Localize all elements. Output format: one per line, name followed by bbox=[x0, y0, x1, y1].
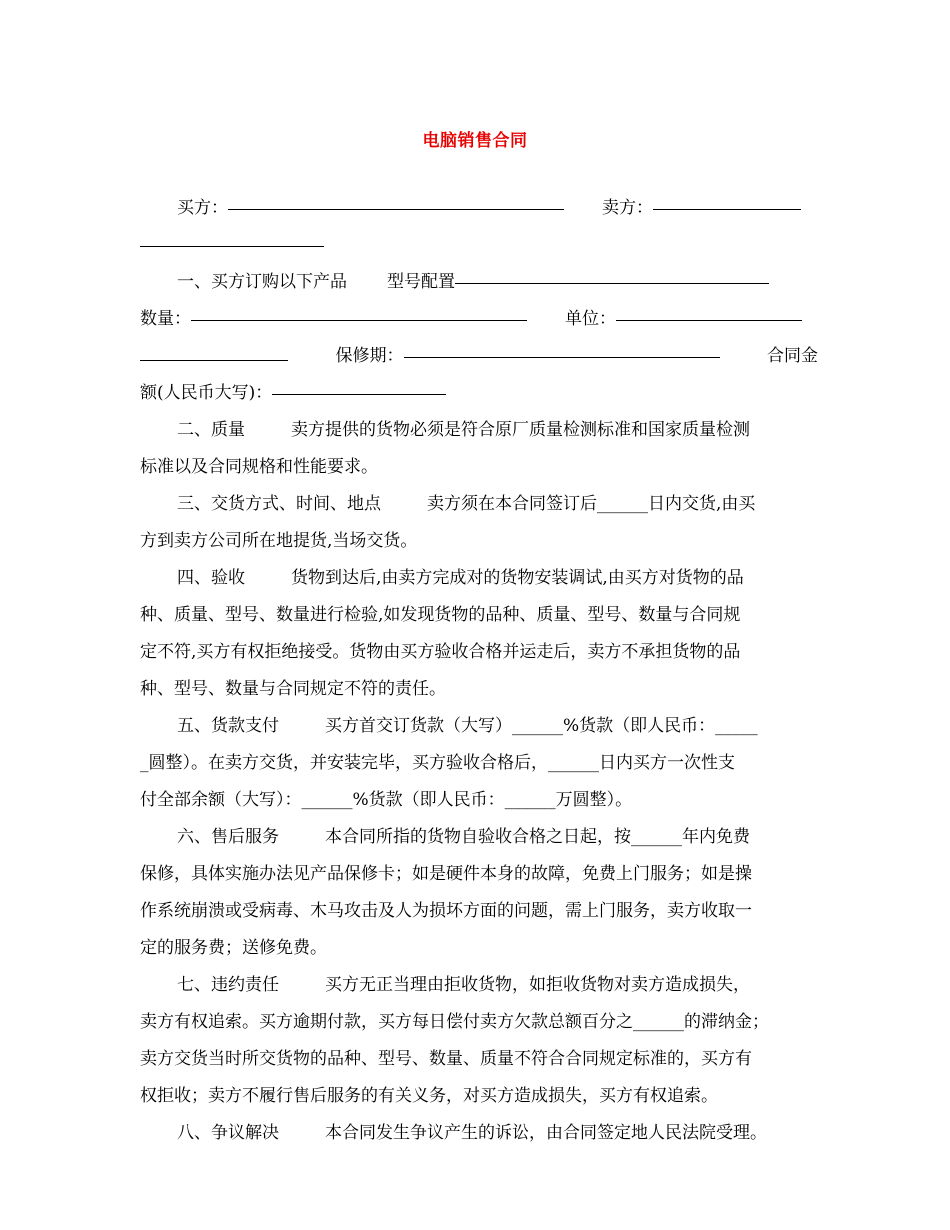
section2-text-2: 标准以及合同规格和性能要求。 bbox=[140, 457, 378, 477]
section7-text-4: 权拒收；卖方不履行售后服务的有关义务，对买方造成损失，买方有权追索。 bbox=[140, 1086, 718, 1106]
section1-line4 bbox=[140, 375, 818, 412]
section6-line1 bbox=[140, 819, 818, 856]
section4-text-3: 定不符,买方有权拒绝接受。货物由买方验收合格并运走后，卖方不承担货物的品 bbox=[140, 642, 741, 662]
deposit-percent-blank: ______ bbox=[512, 716, 563, 736]
section5-line3 bbox=[140, 782, 818, 819]
section5-text-1b: %货款（即人民币： bbox=[563, 716, 716, 736]
section5-heading: 五、货款支付 bbox=[177, 716, 279, 736]
section2-line1 bbox=[140, 412, 818, 449]
section5-text-3b: %货款（即人民币： bbox=[352, 790, 505, 810]
unit-label: 单位： bbox=[565, 309, 616, 329]
section1-line1 bbox=[140, 264, 818, 301]
unit-blank bbox=[616, 320, 802, 321]
section1-heading: 一、买方订购以下产品 bbox=[177, 272, 347, 292]
section2-text-1: 卖方提供的货物必须是符合原厂质量检测标准和国家质量检测 bbox=[291, 420, 750, 440]
section5-text-3a: 付全部余额（大写）： bbox=[140, 790, 302, 810]
section6-heading: 六、售后服务 bbox=[177, 827, 279, 847]
parties-line-2 bbox=[140, 227, 818, 264]
quantity-blank bbox=[191, 320, 527, 321]
section7-text-1: 买方无正当理由拒收货物，如拒收货物对卖方造成损失， bbox=[325, 975, 750, 995]
unit-blank-continued bbox=[140, 360, 288, 361]
section1-line2 bbox=[140, 301, 818, 338]
deposit-amount-blank-cont: _ bbox=[140, 753, 149, 773]
section3-line1 bbox=[140, 486, 818, 523]
section5-text-2b: 日内买方一次性支 bbox=[599, 753, 735, 773]
section3-text-1b: 日内交货,由买 bbox=[648, 494, 756, 514]
section6-text-4: 定的服务费；送修免费。 bbox=[140, 938, 327, 958]
buyer-label: 买方： bbox=[177, 198, 228, 218]
section4-text-1: 货物到达后,由卖方完成对的货物安装调试,由买方对货物的品 bbox=[291, 568, 744, 588]
section6-line2 bbox=[140, 856, 818, 893]
section6-text-1b: 年内免费 bbox=[682, 827, 750, 847]
section5-text-2a: 圆整）。在卖方交货，并安装完毕，买方验收合格后， bbox=[148, 753, 548, 773]
parties-line bbox=[140, 190, 818, 227]
section6-text-3: 作系统崩溃或受病毒、木马攻击及人为损坏方面的问题，需上门服务，卖方收取一 bbox=[140, 901, 752, 921]
seller-label: 卖方： bbox=[602, 198, 653, 218]
section8-text-1: 本合同发生争议产生的诉讼，由合同签定地人民法院受理。 bbox=[325, 1123, 767, 1143]
section7-heading: 七、违约责任 bbox=[177, 975, 279, 995]
payment-days-blank: ______ bbox=[548, 753, 599, 773]
section6-line4 bbox=[140, 930, 818, 967]
document-title: 电脑销售合同 bbox=[422, 131, 528, 151]
section8-line1 bbox=[140, 1115, 818, 1152]
section8-heading: 八、争议解决 bbox=[177, 1123, 279, 1143]
quantity-label: 数量： bbox=[140, 309, 191, 329]
balance-percent-blank: ______ bbox=[301, 790, 353, 810]
section7-line1 bbox=[140, 967, 818, 1004]
section4-line3 bbox=[140, 634, 818, 671]
buyer-blank bbox=[228, 209, 564, 210]
section5-text-1a: 买方首交订货款（大写） bbox=[325, 716, 512, 736]
section4-line2 bbox=[140, 597, 818, 634]
contract-body bbox=[140, 190, 818, 1152]
section2-line2 bbox=[140, 449, 818, 486]
section7-line4 bbox=[140, 1078, 818, 1115]
section3-heading: 三、交货方式、时间、地点 bbox=[177, 494, 381, 514]
model-label: 型号配置 bbox=[387, 272, 455, 292]
section6-line3 bbox=[140, 893, 818, 930]
section5-text-3c: 万圆整）。 bbox=[555, 790, 633, 810]
section4-text-4: 种、型号、数量与合同规定不符的责任。 bbox=[140, 679, 446, 699]
section7-text-2a: 卖方有权追索。买方逾期付款，买方每日偿付卖方欠款总额百分之 bbox=[140, 1012, 633, 1032]
warranty-blank bbox=[404, 357, 720, 358]
deposit-amount-blank: _____ bbox=[715, 716, 758, 736]
model-blank bbox=[455, 283, 769, 284]
section4-line4 bbox=[140, 671, 818, 708]
section6-text-1a: 本合同所指的货物自验收合格之日起，按 bbox=[325, 827, 631, 847]
seller-blank bbox=[653, 209, 801, 210]
section7-text-3: 卖方交货当时所交货物的品种、型号、数量、质量不符合合同规定标准的，买方有 bbox=[140, 1049, 752, 1069]
section4-heading: 四、验收 bbox=[177, 568, 245, 588]
section1-line3 bbox=[140, 338, 818, 375]
section4-line1 bbox=[140, 560, 818, 597]
amount-label-part1: 合同金 bbox=[767, 346, 818, 366]
section4-text-2: 种、质量、型号、数量进行检验,如发现货物的品种、质量、型号、数量与合同规 bbox=[140, 605, 741, 625]
section7-line3 bbox=[140, 1041, 818, 1078]
section2-heading: 二、质量 bbox=[177, 420, 245, 440]
warranty-years-blank: ______ bbox=[631, 827, 682, 847]
amount-label-part2: 额(人民币大写)： bbox=[140, 383, 273, 403]
section5-line2 bbox=[140, 745, 818, 782]
balance-amount-blank: ______ bbox=[504, 790, 556, 810]
delivery-days-blank: ______ bbox=[597, 494, 648, 514]
section6-text-2: 保修，具体实施办法见产品保修卡；如是硬件本身的故障，免费上门服务；如是操 bbox=[140, 864, 752, 884]
late-fee-blank: ______ bbox=[633, 1012, 684, 1032]
seller-blank-continued bbox=[140, 246, 324, 247]
section7-line2 bbox=[140, 1004, 818, 1041]
section3-text-1a: 卖方须在本合同签订后 bbox=[427, 494, 597, 514]
warranty-label: 保修期： bbox=[335, 346, 404, 366]
section3-line2 bbox=[140, 523, 818, 560]
section7-text-2b: 的滞纳金； bbox=[684, 1012, 769, 1032]
amount-blank bbox=[272, 394, 446, 395]
section3-text-2: 方到卖方公司所在地提货,当场交货。 bbox=[140, 531, 418, 551]
section5-line1 bbox=[140, 708, 818, 745]
